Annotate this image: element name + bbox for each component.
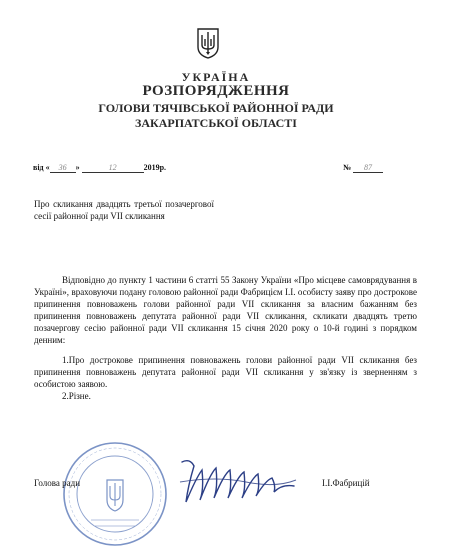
agenda-item-1: 1.Про дострокове припинення повноважень голови районної ради VII скликання без припинення повноважень депутата районної ради VII скликання у зв'язку із зверненням з особистою заявою. [34,355,417,389]
number-prefix: № [343,163,352,172]
subject-text: Про скликання двадцять третьої позачергової сесії районної ради VII скликання [34,199,214,221]
document-number [343,163,383,173]
date-year: 2019р. [143,163,167,172]
handwritten-signature [176,452,298,510]
trident-coat-of-arms-icon [196,27,220,59]
document-type-heading: РОЗПОРЯДЖЕННЯ [142,83,290,99]
document-body [34,274,417,402]
signatory-role: Голова ради [34,478,81,488]
country-heading: УКРАЇНА [181,70,251,84]
date-line [33,163,166,173]
date-month: 12 [82,163,144,173]
signatory-name: І.І.Фабрицій [322,478,370,488]
body-paragraph: Відповідно до пункту 1 частини 6 статті 55 Закону України «Про місцеве самоврядування в Україні», враховуючи подану головою районної ради Фабрицієм І.І. особисту заяву про дострокове припинення повноважень голови районної ради VII скликання за власним бажанням без припинення повноважень депутата районної ради VII скликання, скликати двадцять третю позачергову сесію районної ради VII скликання 15 січня 2020 року о 10-й годині з порядком денним: [34,275,417,345]
issuer-heading-line2: ЗАКАРПАТСЬКОЇ ОБЛАСТІ [135,116,297,130]
date-prefix: від « [33,163,50,172]
date-day: 36 [50,163,76,173]
agenda-item-2: 2.Різне. [62,391,91,401]
official-seal-stamp [61,440,169,548]
date-mid: » [75,163,80,172]
number-value: 87 [353,163,383,173]
issuer-heading-line1: ГОЛОВИ ТЯЧІВСЬКОЇ РАЙОННОЇ РАДИ [98,101,334,115]
